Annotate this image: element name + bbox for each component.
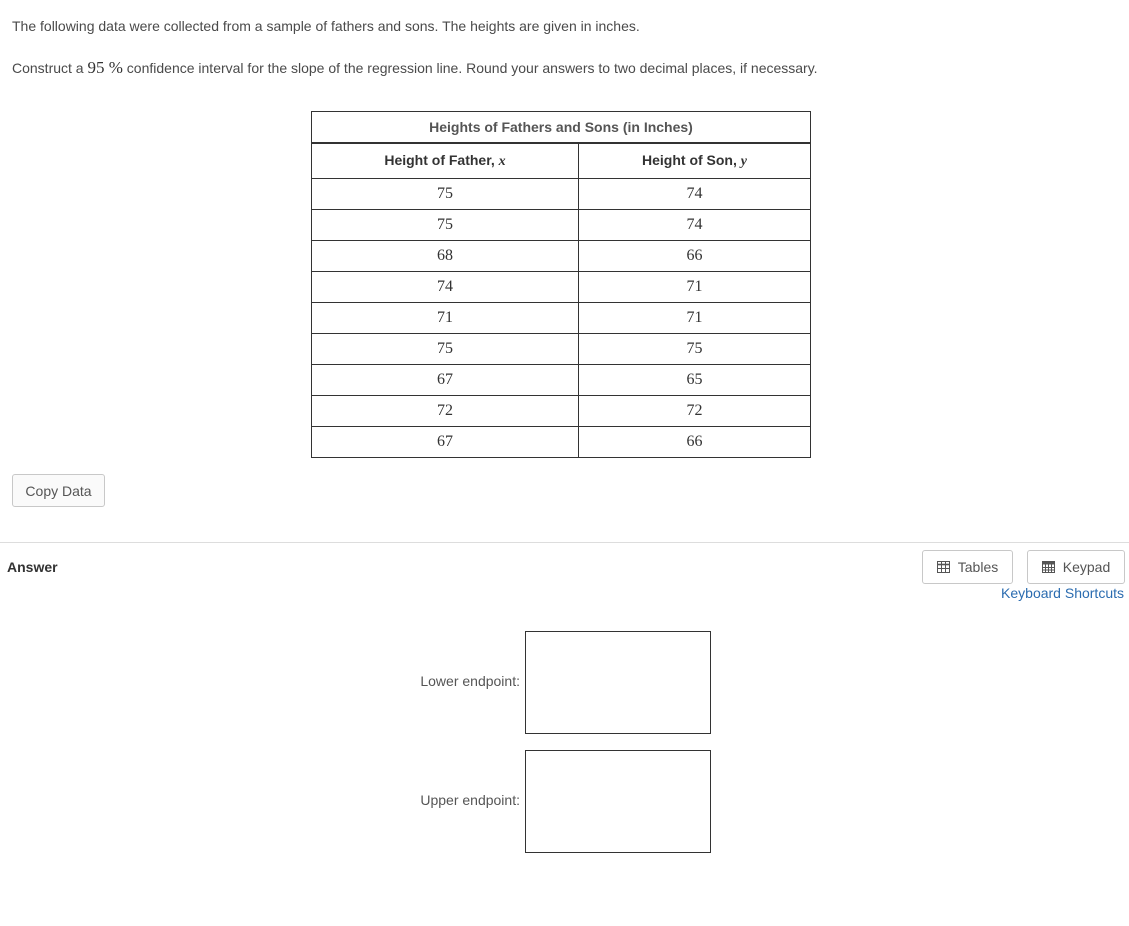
upper-endpoint-input[interactable] [525,750,711,853]
father-height-cell: 71 [312,303,579,334]
table-row [312,179,811,210]
father-height-cell: 74 [312,272,579,303]
table-row [312,365,811,396]
column-header-father [312,143,579,179]
father-height-cell: 67 [312,427,579,458]
tables-button-label: Tables [957,559,999,575]
keypad-button[interactable] [1027,550,1125,584]
table-row [312,427,811,458]
upper-endpoint-label: Upper endpoint: [420,792,520,808]
question-instruction [12,58,818,78]
keypad-button-label: Keypad [1062,559,1111,575]
instruction-prefix: Construct a [12,60,84,76]
father-height-cell: 68 [312,241,579,272]
father-height-cell: 67 [312,365,579,396]
answer-heading: Answer [7,559,58,575]
keypad-icon [1042,561,1055,573]
lower-endpoint-label: Lower endpoint: [420,673,520,689]
son-height-cell: 75 [579,334,811,365]
son-height-cell: 72 [579,396,811,427]
column-header-father-var: x [498,154,506,169]
copy-data-button[interactable]: Copy Data [12,474,105,507]
column-header-son [579,143,811,179]
table-grid-icon [937,561,950,573]
son-height-cell: 65 [579,365,811,396]
section-divider [0,542,1129,543]
son-height-cell: 74 [579,210,811,241]
table-row [312,210,811,241]
son-height-cell: 74 [579,179,811,210]
confidence-level: 95 % [87,58,123,77]
table-row [312,303,811,334]
column-header-son-var: y [740,154,747,169]
column-header-father-label: Height of Father, [384,152,495,168]
column-header-son-label: Height of Son, [642,152,737,168]
table-row [312,272,811,303]
tables-button[interactable] [922,550,1013,584]
son-height-cell: 71 [579,303,811,334]
father-height-cell: 75 [312,210,579,241]
son-height-cell: 66 [579,427,811,458]
question-intro: The following data were collected from a sample of fathers and sons. The heights are given in inches. [12,18,640,34]
instruction-suffix: confidence interval for the slope of the regression line. Round your answers to two decimal places, if necessary. [126,60,818,76]
lower-endpoint-input[interactable] [525,631,711,734]
table-row [312,241,811,272]
table-caption: Heights of Fathers and Sons (in Inches) [312,112,811,144]
table-row [312,334,811,365]
son-height-cell: 71 [579,272,811,303]
table-row [312,396,811,427]
son-height-cell: 66 [579,241,811,272]
father-height-cell: 75 [312,179,579,210]
father-height-cell: 72 [312,396,579,427]
keyboard-shortcuts-link[interactable]: Keyboard Shortcuts [1001,585,1124,601]
father-height-cell: 75 [312,334,579,365]
heights-data-table [311,111,811,458]
